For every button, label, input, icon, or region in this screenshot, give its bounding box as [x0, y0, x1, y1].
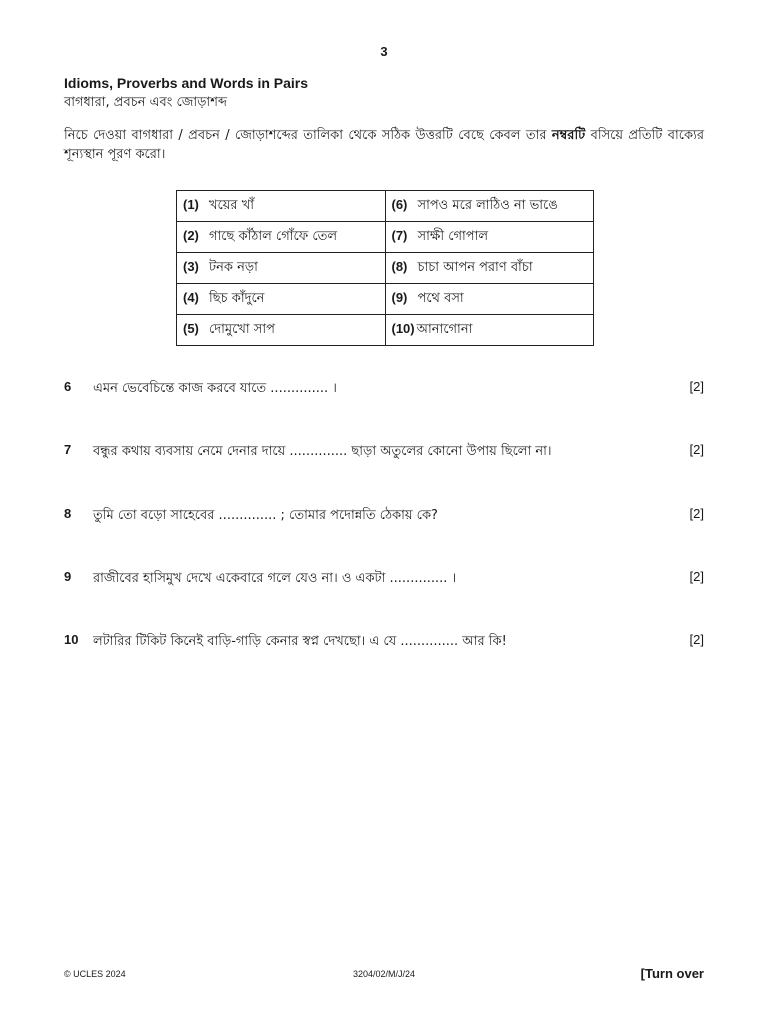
option-text: পথে বসা: [417, 290, 464, 306]
option-cell: [177, 315, 386, 346]
option-cell: [385, 253, 594, 284]
option-number: (8): [391, 258, 408, 274]
footer-copyright: © UCLES 2024: [64, 969, 126, 979]
question-10: [64, 632, 704, 652]
question-7: [64, 442, 704, 462]
options-table: [176, 190, 594, 346]
option-text: সাপও মরে লাঠিও না ভাঙে: [417, 197, 558, 213]
option-text: আনাগোনা: [416, 321, 473, 337]
question-text: রাজীবের হাসিমুখ দেখে একেবারে গলে যেও না। ও একটা .............. ।: [93, 571, 457, 586]
option-number: (1): [183, 196, 199, 212]
question-marks: [2]: [689, 506, 704, 521]
section-title: Idioms, Proverbs and Words in Pairs: [64, 75, 309, 91]
option-number: (5): [183, 320, 199, 336]
question-number: 10: [64, 632, 79, 647]
question-marks: [2]: [689, 379, 704, 394]
question-text: তুমি তো বড়ো সাহেবের .............. ; তোমার পদোন্নতি ঠেকায় কে?: [93, 508, 438, 523]
question-text: এমন ভেবেচিন্তে কাজ করবে যাতে .............. ।: [93, 381, 337, 396]
options-row: [177, 222, 594, 253]
question-6: [64, 379, 704, 399]
option-cell: [385, 315, 594, 346]
instruction-part-2: বসিয়ে প্রতিটি বাক্যের শূন্যস্থান পূরণ করো।: [64, 128, 704, 162]
options-row: [177, 315, 594, 346]
option-text: দোমুখো সাপ: [209, 321, 275, 337]
question-marks: [2]: [689, 442, 704, 457]
option-cell: [385, 222, 594, 253]
question-number: 7: [64, 442, 72, 457]
options-row: [177, 284, 594, 315]
instruction-bold-word: নম্বরটি: [551, 128, 586, 143]
option-cell: [177, 222, 386, 253]
instruction-part-1: নিচে দেওয়া বাগধারা / প্রবচন / জোড়াশব্দের তালিকা থেকে সঠিক উত্তরটি বেছে কেবল তার: [64, 128, 552, 143]
question-marks: [2]: [689, 632, 704, 647]
question-number: 8: [64, 506, 72, 521]
option-cell: [177, 191, 386, 222]
option-text: চাচা আপন পরাণ বাঁচা: [417, 259, 533, 275]
option-number: (4): [183, 289, 199, 305]
question-text: লটারির টিকিট কিনেই বাড়ি-গাড়ি কেনার স্বপ্ন দেখছো। এ যে .............. আর কি!: [93, 634, 507, 649]
option-cell: [177, 253, 386, 284]
option-number: (10): [391, 320, 415, 336]
option-text: ছিচ কাঁদুনে: [209, 290, 265, 306]
option-number: (9): [391, 289, 408, 305]
option-number: (2): [183, 227, 199, 243]
footer-turn-over: [Turn over: [640, 966, 704, 981]
option-text: গাছে কাঁঠাল গোঁফে তেল: [209, 228, 338, 244]
option-cell: [177, 284, 386, 315]
options-row: [177, 191, 594, 222]
question-number: 6: [64, 379, 72, 394]
question-marks: [2]: [689, 569, 704, 584]
options-row: [177, 253, 594, 284]
page-number: 3: [380, 44, 388, 59]
option-cell: [385, 284, 594, 315]
option-text: খয়ের খাঁ: [209, 197, 255, 213]
option-number: (3): [183, 258, 199, 274]
option-number: (6): [391, 196, 408, 212]
option-text: টনক নড়া: [209, 259, 258, 275]
option-cell: [385, 191, 594, 222]
question-number: 9: [64, 569, 72, 584]
question-text: বন্ধুর কথায় ব্যবসায় নেমে দেনার দায়ে .............. ছাড়া অতুলের কোনো উপায় ছিলো না।: [93, 444, 552, 459]
instruction-text: [64, 126, 704, 164]
section-subtitle: বাগধারা, প্রবচন এবং জোড়াশব্দ: [64, 95, 228, 110]
footer-paper-code: 3204/02/M/J/24: [352, 969, 416, 979]
option-number: (7): [391, 227, 408, 243]
question-8: [64, 506, 704, 526]
option-text: সাক্ষী গোপাল: [417, 228, 489, 244]
question-9: [64, 569, 704, 589]
